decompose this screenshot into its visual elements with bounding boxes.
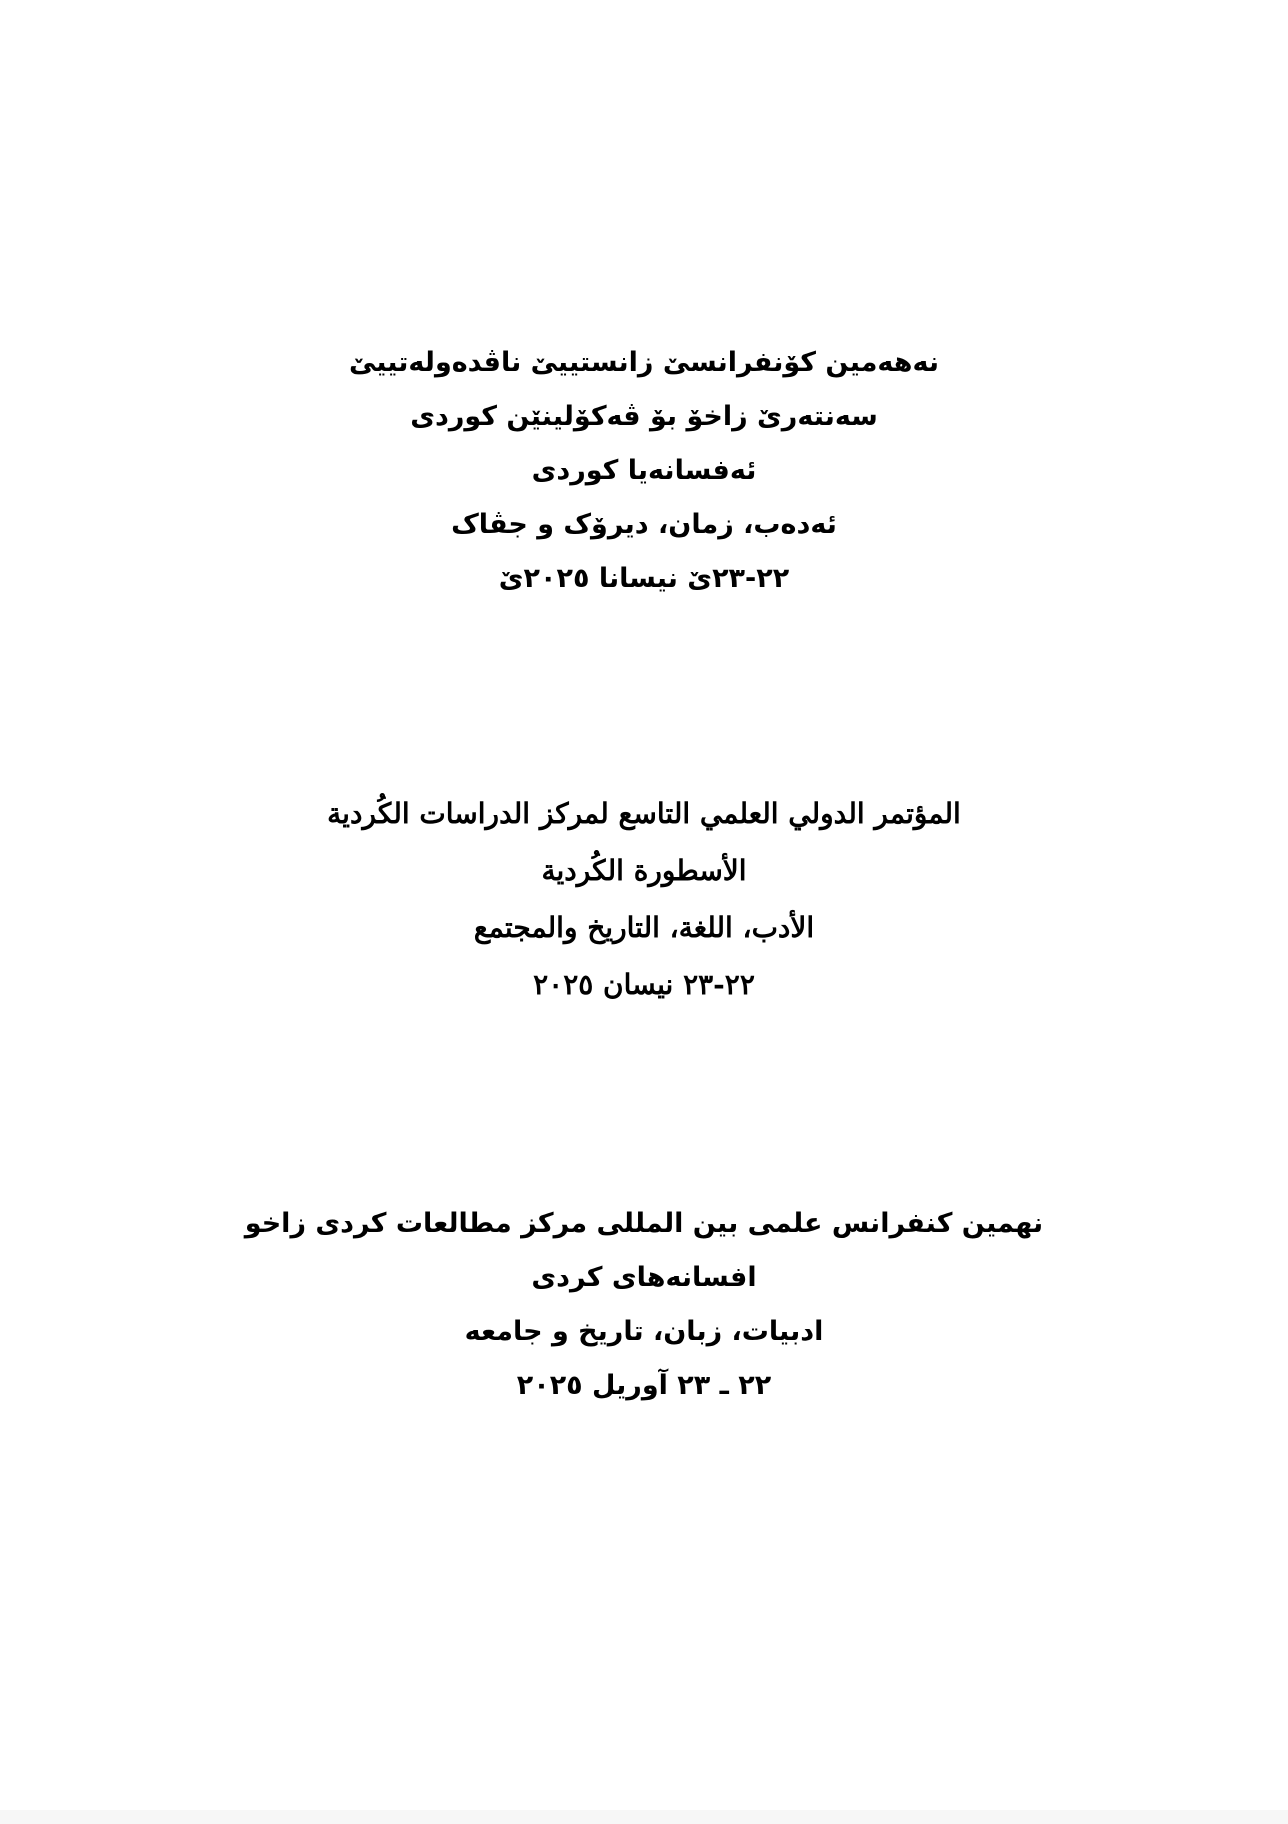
kurdish-center-name: سەنتەرێ زاخۆ بۆ ڤەکۆلینێن کوردی: [410, 401, 878, 432]
persian-date: ٢٢ ـ ٢٣ آوریل ٢٠٢٥: [516, 1370, 772, 1401]
kurdish-theme: ئەفسانەیا کوردی: [531, 455, 757, 486]
persian-theme: افسانه‌های کردی: [531, 1262, 757, 1293]
page-bottom-edge: [0, 1810, 1288, 1824]
persian-subtopics: ادبیات، زبان، تاریخ و جامعه: [464, 1316, 824, 1347]
arabic-date: ٢٢-٢٣ نيسان ٢٠٢٥: [533, 968, 755, 1001]
arabic-theme: الأسطورة الكُردية: [541, 854, 747, 887]
arabic-title-block: [0, 785, 1288, 1013]
kurdish-date: ٢٢-٢٣ێ نیسانا ٢٠٢٥ێ: [498, 563, 790, 594]
persian-title-block: [0, 1197, 1288, 1413]
kurdish-subtopics: ئەدەب، زمان، دیرۆک و جڤاک: [451, 509, 837, 540]
arabic-conference-title: المؤتمر الدولي العلمي التاسع لمركز الدراسات الكُردية: [327, 797, 961, 830]
arabic-subtopics: الأدب، اللغة، التاريخ والمجتمع: [473, 911, 815, 944]
kurdish-conference-title: نەهەمین کۆنفرانسێ زانستییێ ناڤدەولەتییێ: [348, 347, 940, 378]
persian-conference-title: نهمین کنفرانس علمی بین المللی مرکز مطالعات کردی زاخو: [244, 1208, 1044, 1239]
kurdish-title-block: [0, 336, 1288, 606]
